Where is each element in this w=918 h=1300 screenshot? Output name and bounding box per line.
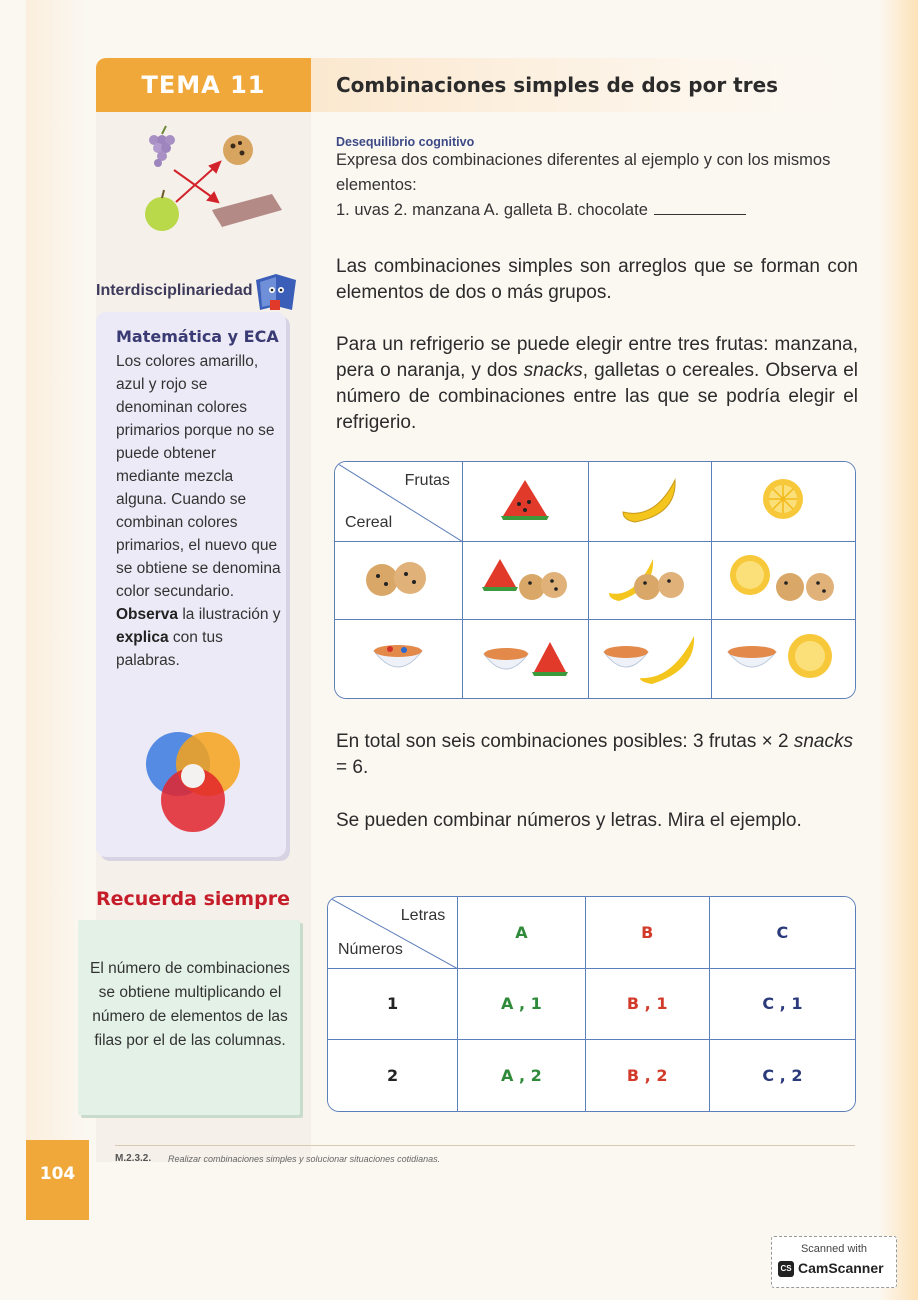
cookies-row-header [335,542,463,620]
answer-blank[interactable] [654,214,746,215]
orange-cookies-cell [712,542,855,620]
arrows-icon [174,162,220,202]
orange-cookies-icon [724,551,842,605]
total-paragraph: En total son seis combinaciones posibles: 3 frutas × 2 snacks = 6. [336,731,853,778]
row-header-label: Números [338,941,403,958]
food-combination-table [334,461,856,699]
cereal-bowl-icon [368,635,428,679]
watermelon-cookies-icon [480,553,570,603]
cognitive-label: Desequilibrio cognitivo [336,135,475,149]
orange-header [712,462,855,542]
book-mascot-icon [250,266,302,318]
banana-cookies-cell [589,542,712,620]
combination-illustration [140,122,290,237]
letters-numbers-table [327,896,856,1112]
column-header-label: Frutas [404,472,450,489]
row-header-label: Cereal [345,514,393,531]
watermelon-cereal-cell [463,620,589,698]
watermelon-header [463,462,589,542]
skill-description: Realizar combinaciones simples y solucionar situaciones cotidianas. [168,1154,441,1164]
snack-paragraph: Para un refrigerio se puede elegir entre tres frutas: manzana, pera o naranja, y dos snacks, galletas o cereales. Observa el número de combinaciones entre las que se podría elegir el refrigerio. [336,334,858,433]
table-cell: A , 2 [458,1040,585,1111]
watermelon-cereal-icon [480,632,570,682]
watermelon-icon [495,474,555,524]
cookies-icon [358,556,438,600]
table-cell: B , 2 [586,1040,710,1111]
footer-divider [115,1145,855,1146]
row-header: 1 [328,969,458,1040]
skill-code: M.2.3.2. [115,1153,152,1164]
remember-title: Recuerda siempre [96,888,290,910]
banana-cereal-icon [600,630,700,684]
table-cell: B , 1 [586,969,710,1040]
row-header: 2 [328,1040,458,1111]
banana-cereal-cell [589,620,712,698]
banana-header [589,462,712,542]
column-header-label: Letras [400,907,446,924]
camscanner-logo-icon: CS [778,1261,794,1277]
cognitive-elements: 1. uvas 2. manzana A. galleta B. chocolate [336,198,866,223]
topic-tab [96,58,311,112]
cereal-row-header [335,620,463,698]
cookie-icon [223,135,253,165]
topic-number: TEMA 11 [141,71,266,99]
cognitive-instruction: Expresa dos combinaciones diferentes al ejemplo y con los mismos elementos: [336,151,831,194]
table-cell: A , 1 [458,969,585,1040]
example-paragraph: Se pueden combinar números y letras. Mira el ejemplo. [336,810,802,831]
page-edge [878,0,918,1300]
watermark-brand: CamScanner [798,1260,884,1276]
chocolate-icon [212,194,282,230]
interdisciplinary-label: Interdisciplinariedad [96,282,253,299]
definition-paragraph: Las combinaciones simples son arreglos que se forman con elementos de dos o más grupos. [336,256,858,303]
table-row [328,1040,855,1111]
table-corner [328,897,458,969]
column-header: B [586,897,710,969]
grapes-icon [149,126,175,167]
banana-cookies-icon [605,553,695,603]
eca-body: Los colores amarillo, azul y rojo se denominan colores primarios porque no se puede obtener mediante mezcla alguna. Cuando se combinan colores primarios, el nuevo que se obtiene se denomina color secundario. Observa la ilustración y explica con tus palabras. [116,353,281,669]
apple-icon [145,190,179,231]
column-header: A [458,897,585,969]
cognitive-exercise [336,148,866,223]
table-cell: C , 1 [710,969,855,1040]
orange-cereal-icon [724,630,842,684]
watermelon-cookies-cell [463,542,589,620]
column-header: C [710,897,855,969]
page-title: Combinaciones simples de dos por tres [336,73,779,97]
color-venn-diagram [140,728,246,838]
page-number: 104 [39,1164,76,1184]
table-row [328,969,855,1040]
watermark-caption: Scanned with [800,1243,868,1255]
table-corner [335,462,463,542]
orange-cereal-cell [712,620,855,698]
eca-title: Matemática y ECA [116,327,279,346]
remember-text: El número de combinaciones se obtiene multiplicando el número de elementos de las filas por el de las columnas. [90,960,290,1049]
table-cell: C , 2 [762,1065,803,1085]
banana-icon [615,474,685,524]
orange-icon [753,474,813,524]
